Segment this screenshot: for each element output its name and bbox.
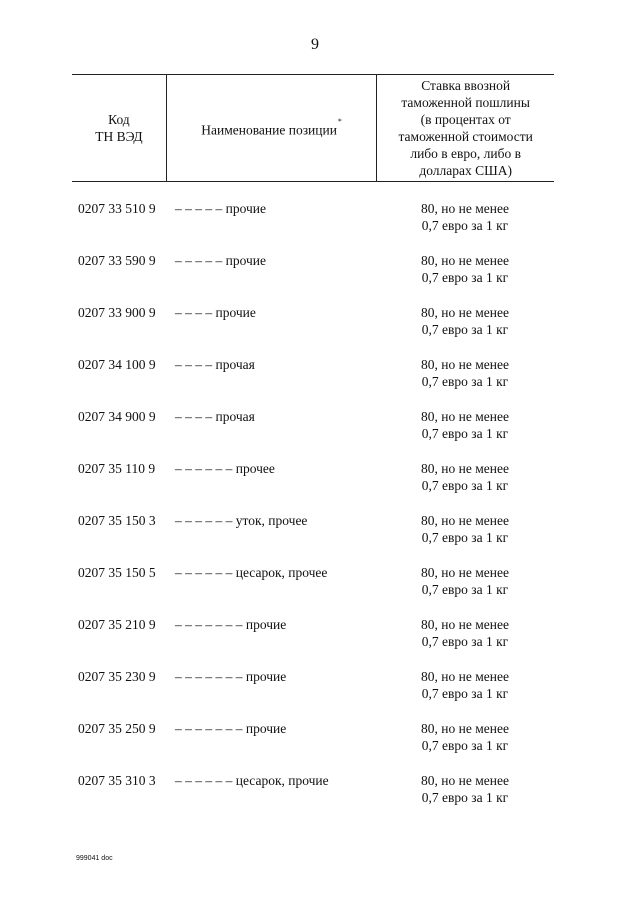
- rate-line: 0,7 евро за 1 кг: [421, 582, 509, 597]
- rate-line: 80, но не менее: [421, 513, 509, 528]
- row-rate: [390, 772, 540, 806]
- header-rate-line: Ставка ввозной: [421, 78, 511, 93]
- table-row: [0, 508, 640, 560]
- header-name-label: Наименование позиции: [201, 122, 337, 138]
- table-row: [0, 404, 640, 456]
- row-code: 0207 35 250 9: [78, 721, 156, 736]
- row-code: 0207 35 150 5: [78, 565, 156, 580]
- rate-line: 80, но не менее: [421, 409, 509, 424]
- header-code-line: ТН ВЭД: [95, 129, 143, 144]
- header-code-line: Код: [108, 112, 130, 127]
- row-description: – – – – – – – прочие: [175, 669, 287, 684]
- table-row: [0, 716, 640, 768]
- row-code: 0207 35 310 3: [78, 773, 156, 788]
- row-code: 0207 34 900 9: [78, 409, 156, 424]
- row-code: 0207 35 210 9: [78, 617, 156, 632]
- row-code: 0207 34 100 9: [78, 357, 156, 372]
- header-rate-line: (в процентах от: [420, 112, 511, 127]
- row-description: – – – – – – цесарок, прочие: [175, 773, 329, 788]
- rate-line: 0,7 евро за 1 кг: [421, 478, 509, 493]
- table-row: [0, 664, 640, 716]
- table-header: [72, 74, 554, 182]
- row-code: 0207 33 590 9: [78, 253, 156, 268]
- header-rate: [377, 75, 554, 181]
- table-row: [0, 300, 640, 352]
- table-row: [0, 352, 640, 404]
- row-rate: [390, 616, 540, 650]
- row-description: – – – – – прочие: [175, 253, 267, 268]
- rate-line: 0,7 евро за 1 кг: [421, 686, 509, 701]
- rate-line: 80, но не менее: [421, 669, 509, 684]
- row-rate: [390, 304, 540, 338]
- row-rate: [390, 356, 540, 390]
- page-number: 9: [311, 36, 319, 53]
- rate-line: 0,7 евро за 1 кг: [421, 634, 509, 649]
- rate-line: 80, но не менее: [421, 357, 509, 372]
- table-row: [0, 768, 640, 820]
- row-description: – – – – – – прочее: [175, 461, 275, 476]
- row-description: – – – – – – цесарок, прочее: [175, 565, 328, 580]
- rate-line: 0,7 евро за 1 кг: [421, 218, 509, 233]
- rate-line: 0,7 евро за 1 кг: [421, 738, 509, 753]
- row-description: – – – – прочие: [175, 305, 256, 320]
- row-description: – – – – – – уток, прочее: [175, 513, 308, 528]
- table-row: [0, 456, 640, 508]
- row-code: 0207 35 150 3: [78, 513, 156, 528]
- row-description: – – – – прочая: [175, 409, 255, 424]
- row-rate: [390, 564, 540, 598]
- rate-line: 0,7 евро за 1 кг: [421, 374, 509, 389]
- rate-line: 0,7 евро за 1 кг: [421, 530, 509, 545]
- header-name: [167, 75, 378, 181]
- rate-line: 80, но не менее: [421, 773, 509, 788]
- footer-doc-id: 999041 doc: [76, 855, 113, 862]
- header-rate-line: таможенной пошлины: [401, 95, 530, 110]
- rate-line: 0,7 евро за 1 кг: [421, 426, 509, 441]
- row-description: – – – – – прочие: [175, 201, 267, 216]
- row-rate: [390, 408, 540, 442]
- header-rate-line: либо в евро, либо в: [410, 146, 521, 161]
- table-row: [0, 560, 640, 612]
- row-rate: [390, 668, 540, 702]
- row-code: 0207 33 510 9: [78, 201, 156, 216]
- table-body: [0, 196, 640, 820]
- row-rate: [390, 720, 540, 754]
- row-description: – – – – – – – прочие: [175, 721, 287, 736]
- rate-line: 0,7 евро за 1 кг: [421, 322, 509, 337]
- rate-line: 80, но не менее: [421, 617, 509, 632]
- rate-line: 80, но не менее: [421, 305, 509, 320]
- table-row: [0, 196, 640, 248]
- rate-line: 80, но не менее: [421, 721, 509, 736]
- row-rate: [390, 252, 540, 286]
- header-code: [72, 75, 167, 181]
- rate-line: 80, но не менее: [421, 201, 509, 216]
- header-rate-line: долларах США): [419, 163, 512, 178]
- row-description: – – – – – – – прочие: [175, 617, 287, 632]
- rate-line: 0,7 евро за 1 кг: [421, 790, 509, 805]
- rate-line: 80, но не менее: [421, 565, 509, 580]
- rate-line: 0,7 евро за 1 кг: [421, 270, 509, 285]
- row-code: 0207 33 900 9: [78, 305, 156, 320]
- rate-line: 80, но не менее: [421, 253, 509, 268]
- row-rate: [390, 512, 540, 546]
- table-row: [0, 248, 640, 300]
- table-row: [0, 612, 640, 664]
- row-description: – – – – прочая: [175, 357, 255, 372]
- row-code: 0207 35 110 9: [78, 461, 156, 476]
- row-code: 0207 35 230 9: [78, 669, 156, 684]
- rate-line: 80, но не менее: [421, 461, 509, 476]
- row-rate: [390, 200, 540, 234]
- header-rate-line: таможенной стоимости: [398, 129, 533, 144]
- footnote-mark: *: [337, 116, 342, 126]
- row-rate: [390, 460, 540, 494]
